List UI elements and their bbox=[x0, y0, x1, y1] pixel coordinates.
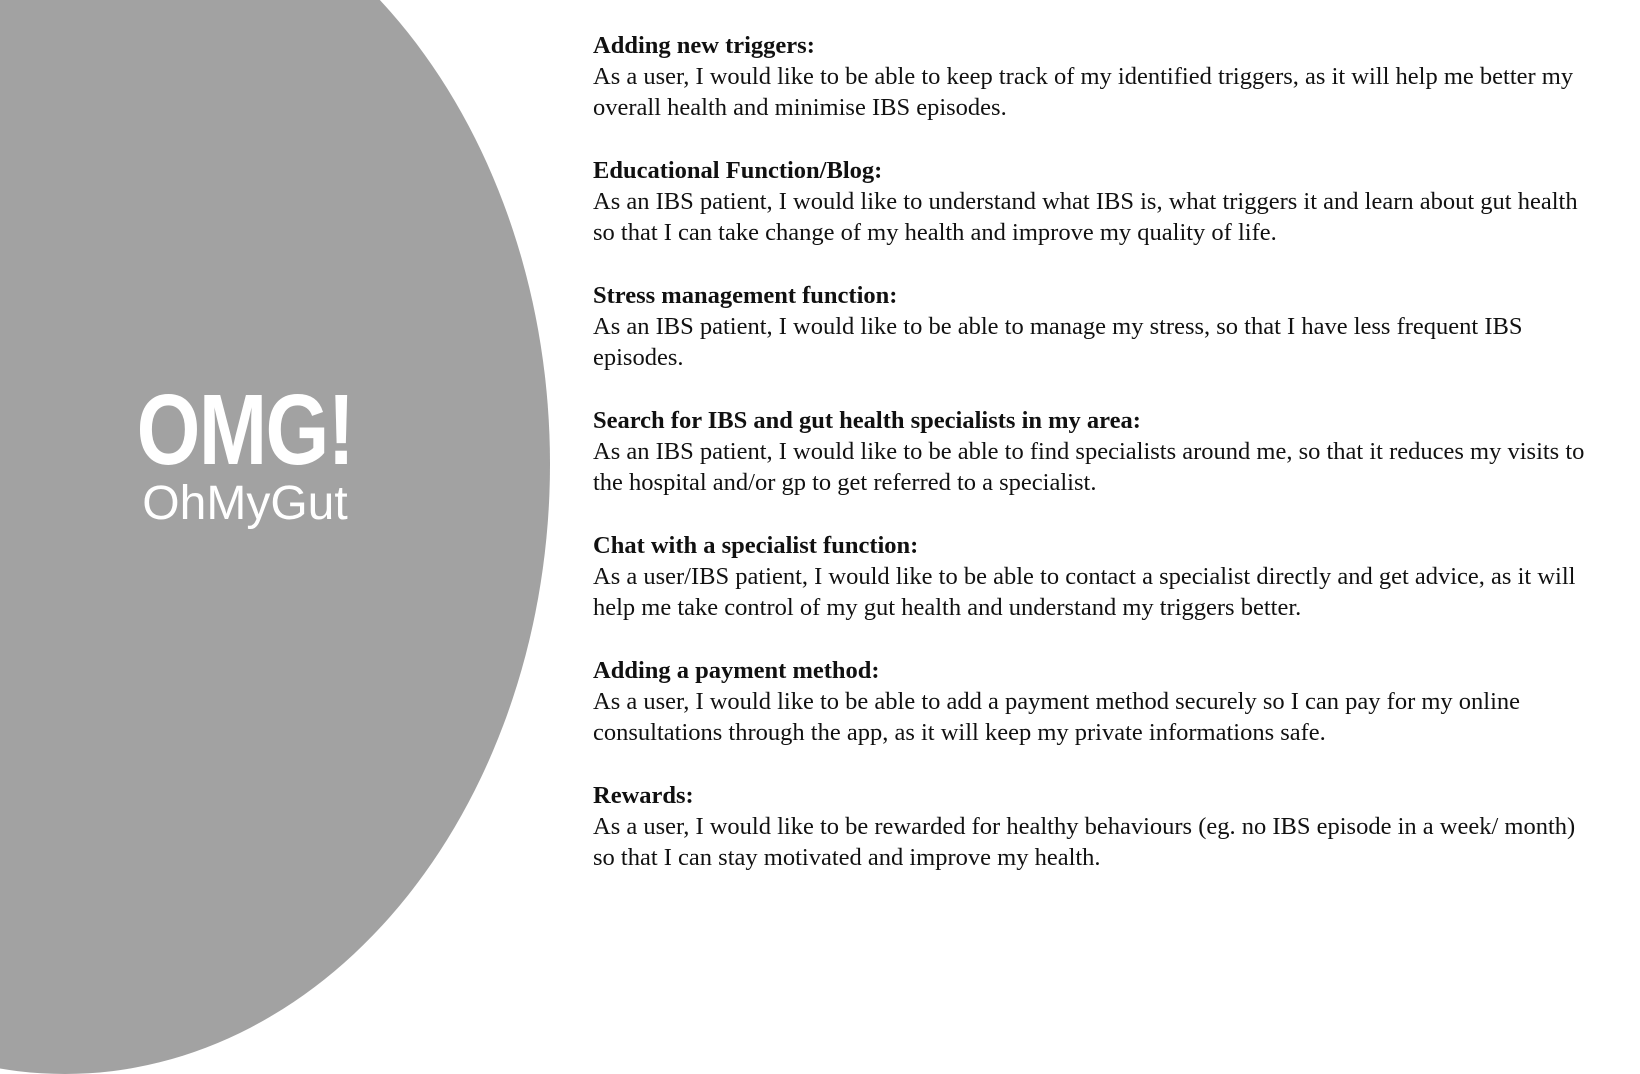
story-title: Rewards: bbox=[593, 782, 694, 809]
story-text: As a user, I would like to be able to keep track of my identified triggers, as it will help me better my overall health and minimise IBS episodes. bbox=[593, 63, 1574, 121]
story-title: Adding new triggers: bbox=[593, 32, 815, 59]
brand-block bbox=[90, 374, 400, 532]
user-stories-list bbox=[593, 30, 1603, 905]
story-title: Stress management function: bbox=[593, 282, 898, 309]
user-story bbox=[593, 655, 1603, 748]
story-text: As an IBS patient, I would like to understand what IBS is, what triggers it and learn about gut health so that I can take change of my health and improve my quality of life. bbox=[593, 188, 1578, 246]
user-story bbox=[593, 280, 1603, 373]
user-story bbox=[593, 405, 1603, 498]
story-text: As a user, I would like to be rewarded for healthy behaviours (eg. no IBS episode in a week/ month) so that I can stay motivated and improve my health. bbox=[593, 813, 1576, 871]
story-title: Educational Function/Blog: bbox=[593, 157, 883, 184]
story-text: As an IBS patient, I would like to be able to find specialists around me, so that it reduces my visits to the hospital and/or gp to get referred to a specialist. bbox=[593, 438, 1585, 496]
user-story bbox=[593, 780, 1603, 873]
story-title: Search for IBS and gut health specialists in my area: bbox=[593, 407, 1141, 434]
brand-logo: OMG! bbox=[136, 374, 354, 486]
brand-name: OhMyGut bbox=[142, 477, 348, 530]
story-title: Adding a payment method: bbox=[593, 657, 880, 684]
story-text: As an IBS patient, I would like to be able to manage my stress, so that I have less frequent IBS episodes. bbox=[593, 313, 1523, 371]
user-story bbox=[593, 530, 1603, 623]
story-title: Chat with a specialist function: bbox=[593, 532, 919, 559]
story-text: As a user/IBS patient, I would like to be able to contact a specialist directly and get advice, as it will help me take control of my gut health and understand my triggers better. bbox=[593, 563, 1576, 621]
user-story bbox=[593, 155, 1603, 248]
brand-panel bbox=[0, 0, 550, 1074]
story-text: As a user, I would like to be able to add a payment method securely so I can pay for my online consultations through the app, as it will keep my private informations safe. bbox=[593, 688, 1521, 746]
user-story bbox=[593, 30, 1603, 123]
